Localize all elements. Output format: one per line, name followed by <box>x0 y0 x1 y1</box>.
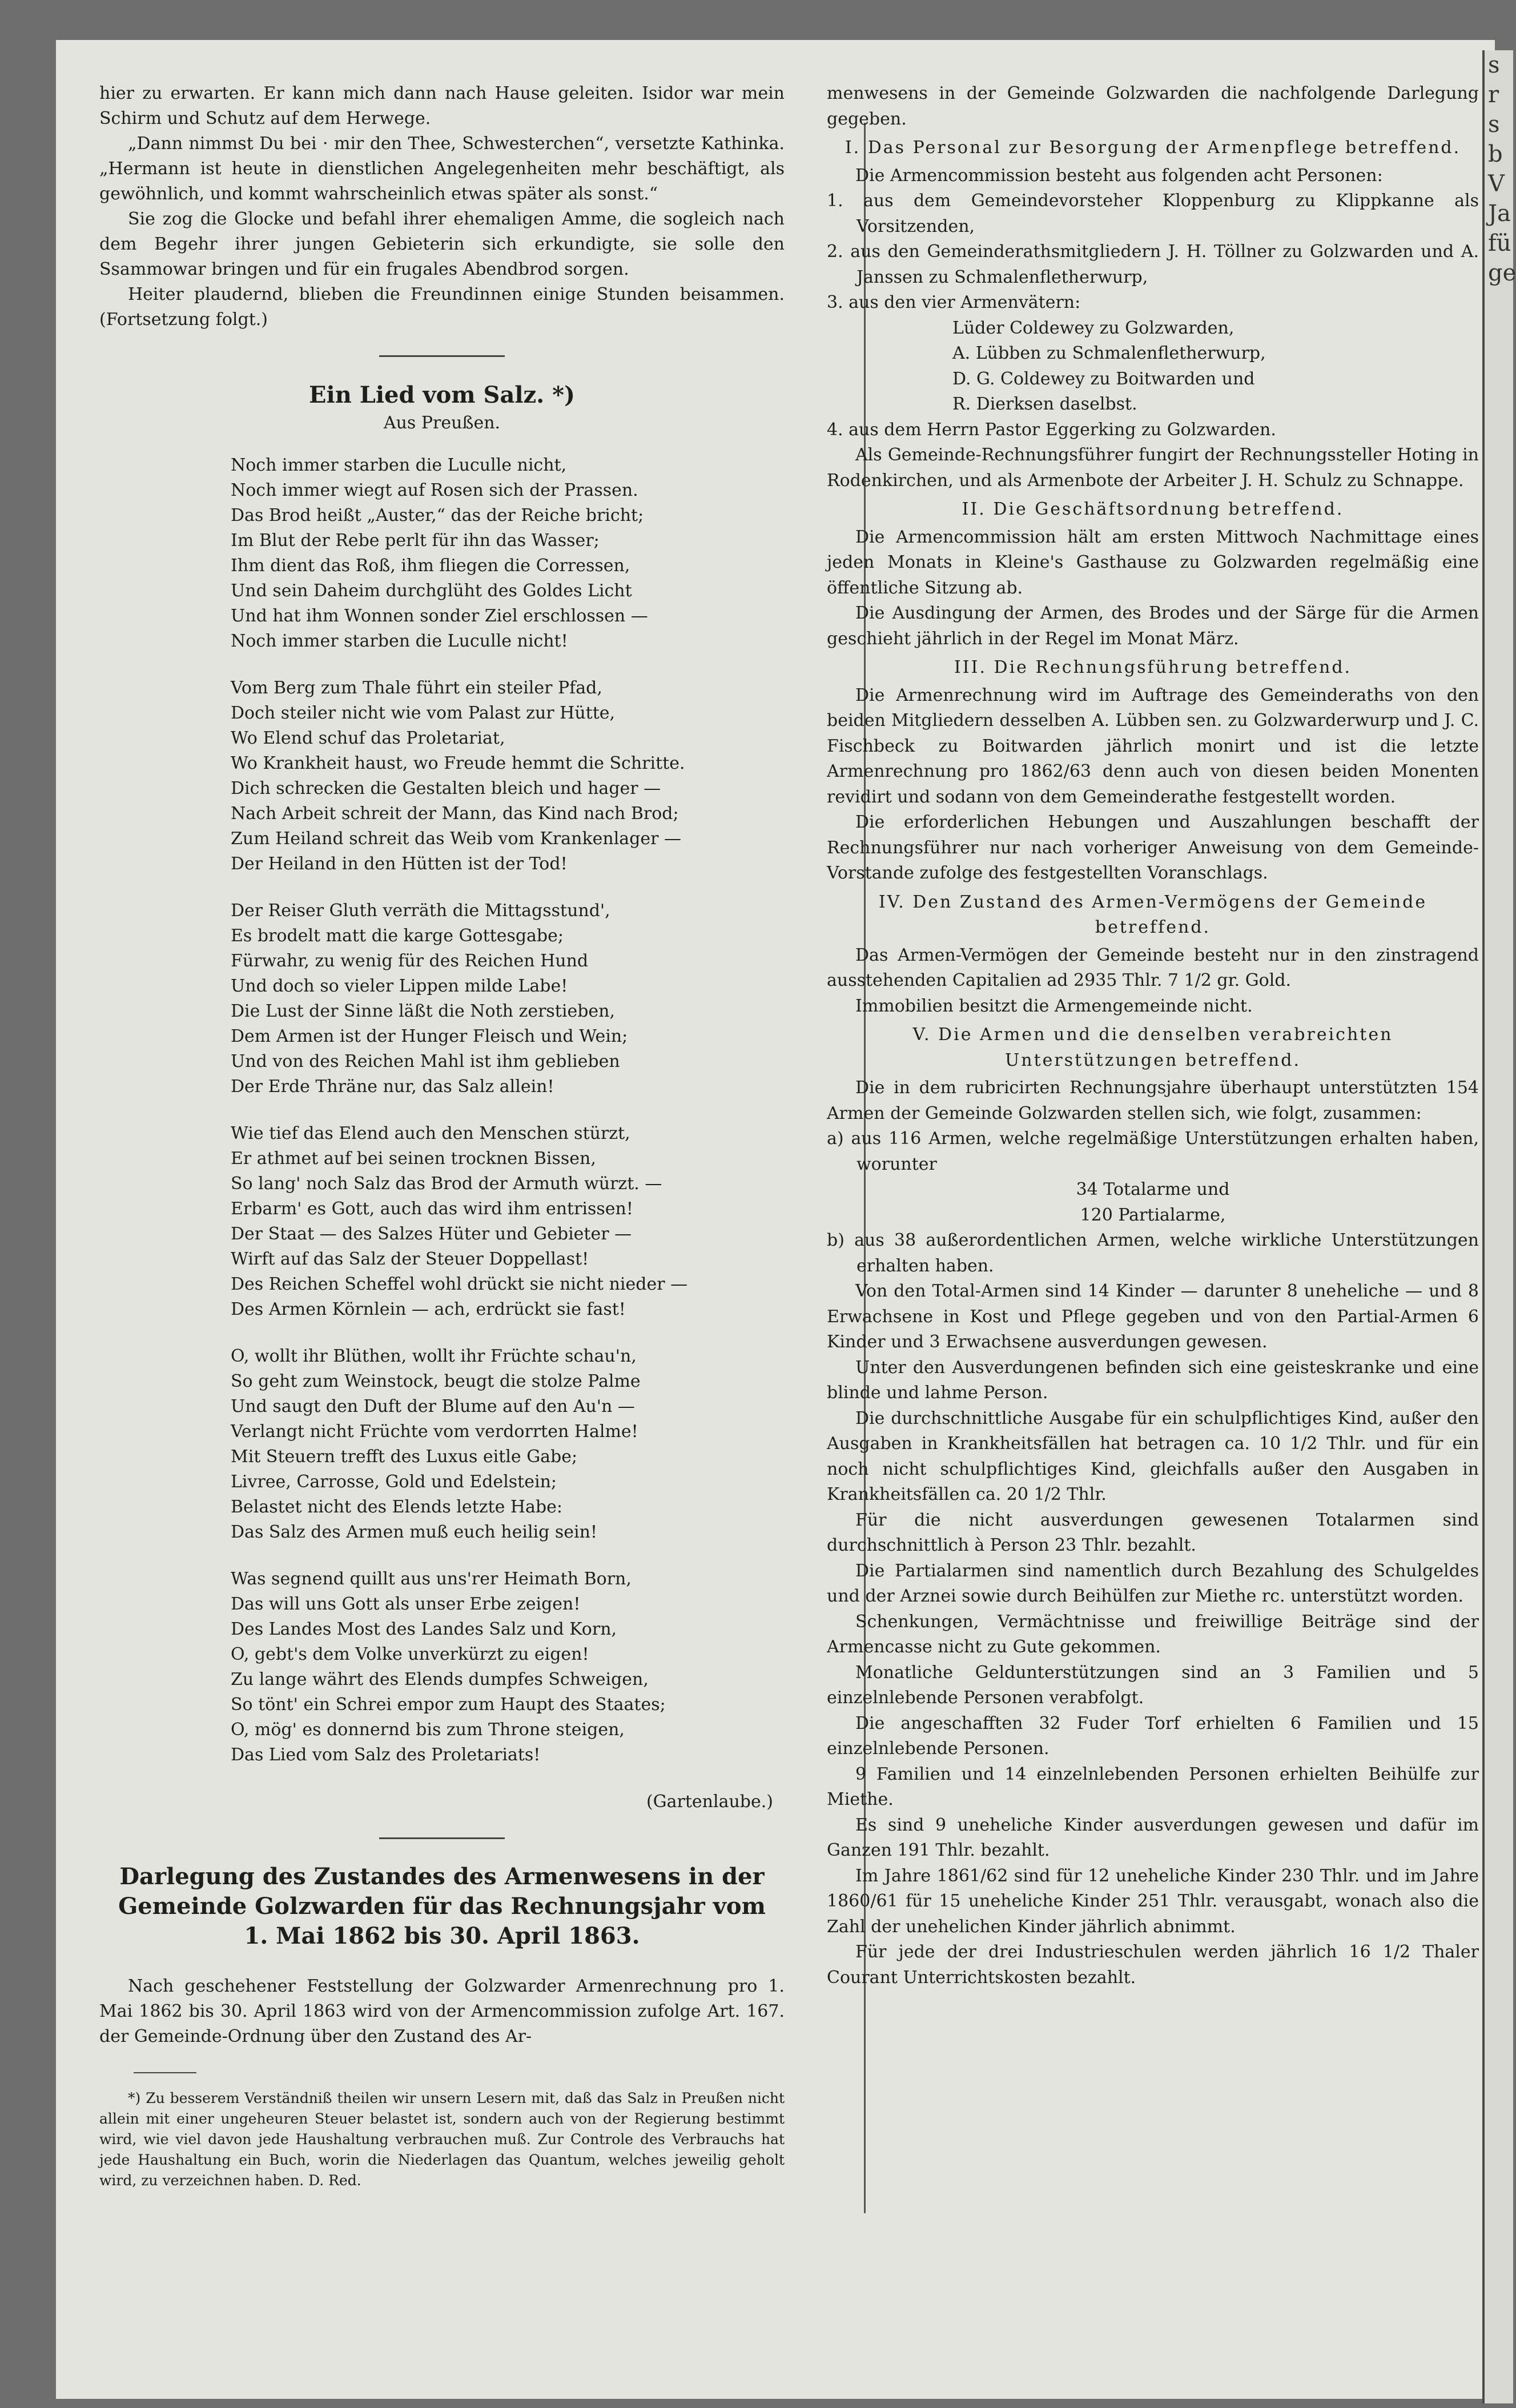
poem-line: Er athmet auf bei seinen trocknen Bissen, <box>231 1149 596 1169</box>
section-2-text: Die Armencommission hält am ersten Mittwoch Nachmittage eines jeden Monats in Kleine's Gasthause zu Golzwarden regelmäßig eine öffentliche Sitzung ab. <box>827 527 1479 598</box>
poem-line: O, gebt's dem Volke unverkürzt zu eigen! <box>231 1644 589 1664</box>
poem-source: (Gartenlaube.) <box>646 1792 773 1812</box>
report-title <box>99 1862 785 1951</box>
poem-line: Dem Armen ist der Hunger Fleisch und Wein; <box>231 1026 628 1046</box>
separator-rule-2 <box>379 1837 505 1839</box>
poem-line: Des Reichen Scheffel wohl drückt sie nicht nieder — <box>231 1274 688 1294</box>
section-5-item-b: b) aus 38 außerordentlichen Armen, welche wirkliche Unterstützungen erhalten haben. <box>827 1230 1479 1276</box>
section-3-title: III. Die Rechnungsführung betreffend. <box>954 657 1352 677</box>
poem-line: Und sein Daheim durchglüht des Goldes Licht <box>231 581 632 601</box>
poem-line: So tönt' ein Schrei empor zum Haupt des Staates; <box>231 1695 666 1715</box>
footnote: *) Zu besserem Verständniß theilen wir unsern Lesern mit, daß das Salz in Preußen nicht allein mit einer ungeheuren Steuer belastet ist, sondern auch von der Regierung bestimmt wird, wie viel davon jede Haushaltung verbrauchen muß. Zur Controle des Verbrauchs hat jede Haushaltung ein Buch, worin die Niederlagen das Quantum, welches jeweilig geholt wird, zu verzeichnen haben. D. Red. <box>99 2090 785 2189</box>
poem-line: Des Armen Körnlein — ach, erdrückt sie fast! <box>231 1299 626 1319</box>
section-5-item-a: a) aus 116 Armen, welche regelmäßige Unterstützungen erhalten haben, worunter <box>827 1129 1479 1174</box>
section-5-text: Für die nicht ausverdungen gewesenen Totalarmen sind durchschnittlich à Person 23 Thlr. bezahlt. <box>827 1510 1479 1555</box>
poem-line: Zu lange währt des Elends dumpfes Schweigen, <box>231 1669 649 1689</box>
poem-line: Wie tief das Elend auch den Menschen stürzt, <box>231 1123 630 1143</box>
left-column <box>99 81 785 2191</box>
edge-fragment: V <box>1488 171 1505 197</box>
edge-fragment: r <box>1488 82 1499 108</box>
section-2-text: Die Ausdingung der Armen, des Brodes und der Särge für die Armen geschieht jährlich in der Regel im Monat März. <box>827 603 1479 649</box>
section-5-text: Im Jahre 1861/62 sind für 12 uneheliche Kinder 230 Thlr. und im Jahre 1860/61 für 15 uneheliche Kinder 251 Thlr. verausgabt, wonach also die Zahl der unehelichen Kinder jährlich abnimmt. <box>827 1865 1479 1937</box>
report-title-line: 1. Mai 1862 bis 30. April 1863. <box>244 1923 640 1949</box>
edge-fragment: b <box>1488 141 1503 167</box>
poem-line: Noch immer wiegt auf Rosen sich der Prassen. <box>231 480 638 500</box>
story-text-4: Heiter plaudernd, blieben die Freundinnen einige Stunden beisammen. (Fortsetzung folgt.) <box>99 284 785 330</box>
report-intro: Nach geschehener Feststellung der Golzwarder Armenrechnung pro 1. Mai 1862 bis 30. April 1863 wird von der Armencommission zufolge Art. 167. der Gemeinde-Ordnung über den Zustand des Ar- <box>99 1976 785 2046</box>
poem-line: Das will uns Gott als unser Erbe zeigen! <box>231 1594 581 1614</box>
poem-line: Belastet nicht des Elends letzte Habe: <box>231 1497 562 1517</box>
poem-stanza <box>231 1344 785 1545</box>
section-5-text: 9 Familien und 14 einzelnlebenden Personen erhielten Beihülfe zur Miethe. <box>827 1764 1479 1809</box>
edge-fragment: s <box>1488 52 1500 78</box>
section-5-text: Die Partialarmen sind namentlich durch Bezahlung des Schulgeldes und der Arznei sowie durch Beihülfen zur Miethe rc. unterstützt worden. <box>827 1560 1479 1606</box>
poem-stanza <box>231 1567 785 1768</box>
section-1-title: I. Das Personal zur Besorgung der Armenpflege betreffend. <box>845 138 1461 158</box>
poem-line: Verlangt nicht Früchte vom verdorrten Halme! <box>231 1422 638 1442</box>
poem-line: Der Heiland in den Hütten ist der Tod! <box>231 854 568 874</box>
poem-line: Das Salz des Armen muß euch heilig sein! <box>231 1522 597 1542</box>
poem-line: Zum Heiland schreit das Weib vom Krankenlager — <box>231 829 682 849</box>
report-title-line: Gemeinde Golzwarden für das Rechnungsjahr vom <box>118 1893 766 1920</box>
section-5-partial-poor: 120 Partialarme, <box>1080 1205 1226 1225</box>
poem-line: Wo Krankheit haust, wo Freude hemmt die Schritte. <box>231 753 685 773</box>
section-5-text: Die durchschnittliche Ausgabe für ein schulpflichtiges Kind, außer den Ausgaben in Krankheitsfällen hat betragen ca. 10 1/2 Thlr. und für ein noch nicht schulpflichtiges Kind, gleichfalls außer den Ausgaben in Krankheitsfällen ca. 20 1/2 Thlr. <box>827 1408 1479 1504</box>
poem-line: Das Brod heißt „Auster,“ das der Reiche bricht; <box>231 505 644 525</box>
poem-line: Das Lied vom Salz des Proletariats! <box>231 1745 541 1765</box>
section-1-item: 3. aus den vier Armenvätern: <box>827 292 1081 312</box>
section-5-text: Für jede der drei Industrieschulen werden jährlich 16 1/2 Thaler Courant Unterrichtskosten bezahlt. <box>827 1942 1479 1988</box>
poem-line: Erbarm' es Gott, auch das wird ihm entrissen! <box>231 1199 633 1219</box>
poem-line: Und saugt den Duft der Blume auf den Au'n — <box>231 1396 635 1416</box>
poem-line: Wirft auf das Salz der Steuer Doppellast! <box>231 1249 589 1269</box>
section-5-text: Unter den Ausverdungenen befinden sich eine geisteskranke und eine blinde und lahme Person. <box>827 1357 1479 1403</box>
story-text-1: hier zu erwarten. Er kann mich dann nach Hause geleiten. Isidor war mein Schirm und Schutz auf dem Herwege. <box>99 83 785 129</box>
poem-line: Ihm dient das Roß, ihm fliegen die Corressen, <box>231 556 630 576</box>
section-5-body <box>827 1279 1479 1990</box>
section-2-title: II. Die Geschäftsordnung betreffend. <box>962 499 1344 519</box>
section-1-item: 2. aus den Gemeinderathsmitgliedern J. H. Töllner zu Golzwarden und A. Janssen zu Schmalenfletherwurp, <box>827 242 1479 287</box>
section-5-text: Von den Total-Armen sind 14 Kinder — darunter 8 uneheliche — und 8 Erwachsene in Kost und Pflege gegeben und von den Partial-Armen 6 Kinder und 3 Erwachsene ausverdungen gewesen. <box>827 1281 1479 1352</box>
edge-fragment: fü <box>1488 230 1511 256</box>
poem-title: Ein Lied vom Salz. *) <box>309 382 575 408</box>
section-5-intro: Die in dem rubricirten Rechnungsjahre überhaupt unterstützten 154 Armen der Gemeinde Golzwarden stellen sich, wie folgt, zusammen: <box>827 1078 1479 1123</box>
poem-line: Nach Arbeit schreit der Mann, das Kind nach Brod; <box>231 804 679 824</box>
poem-line: Die Lust der Sinne läßt die Noth zerstieben, <box>231 1001 616 1021</box>
story-text-3: Sie zog die Glocke und befahl ihrer ehemaligen Amme, die sogleich nach dem Begehr ihrer jungen Gebieterin sich erkundigte, sie solle den Ssammowar bringen und für ein frugales Abendbrod sorgen. <box>99 209 785 279</box>
section-3-text: Die Armenrechnung wird im Auftrage des Gemeinderaths von den beiden Mitgliedern desselben A. Lübben sen. zu Golzwarderwurp und J. C. Fischbeck zu Boitwarden jährlich monirt und ist die letzte Armenrechnung pro 1862/63 denn auch von diesen beiden Monenten revidirt und sodann von dem Gemeinderathe festgestellt worden. <box>827 685 1479 807</box>
poem-line: Dich schrecken die Gestalten bleich und hager — <box>231 778 661 798</box>
poem-line: Livree, Carrosse, Gold und Edelstein; <box>231 1472 557 1492</box>
poem-body <box>99 453 785 1768</box>
section-4-text: Das Armen-Vermögen der Gemeinde besteht nur in den zinstragend ausstehenden Capitalien ad 2935 Thlr. 7 1/2 gr. Gold. <box>827 945 1479 990</box>
poem-line: Der Reiser Gluth verräth die Mittagsstund', <box>231 901 610 921</box>
next-page-edge <box>1482 50 1516 2403</box>
poem-line: Und hat ihm Wonnen sonder Ziel erschlossen — <box>231 606 648 626</box>
poem-line: Im Blut der Rebe perlt für ihn das Wasser; <box>231 531 600 551</box>
separator-rule <box>379 355 505 357</box>
poem-subtitle: Aus Preußen. <box>383 413 501 433</box>
poem-line: Noch immer starben die Lucullе nicht, <box>231 455 567 475</box>
section-1-item: 1. aus dem Gemeindevorsteher Kloppenburg zu Klippkanne als Vorsitzenden, <box>827 191 1479 236</box>
section-5-total-poor: 34 Totalarme und <box>1076 1179 1230 1199</box>
edge-fragment: ge <box>1488 260 1516 286</box>
report-continuation: menwesens in der Gemeinde Golzwarden die nachfolgende Darlegung gegeben. <box>827 83 1479 129</box>
footnote-rule <box>134 2072 196 2073</box>
poem-stanza <box>231 1121 785 1322</box>
poem-stanza <box>231 453 785 654</box>
section-5-text: Es sind 9 uneheliche Kinder ausverdungen gewesen und dafür im Ganzen 191 Thlr. bezahlt. <box>827 1815 1479 1860</box>
poem-stanza <box>231 898 785 1099</box>
poem-line: Doch steiler nicht wie vom Palast zur Hütte, <box>231 703 616 723</box>
section-5-text: Die angeschafften 32 Fuder Torf erhielten 6 Familien und 15 einzelnlebende Personen. <box>827 1713 1479 1759</box>
story-text-2: „Dann nimmst Du bei · mir den Thee, Schwesterchen“, versetzte Kathinka. „Hermann ist heute in dienstlichen Angelegenheiten mehr beschäftigt, als gewöhnlich, und kommt wahrscheinlich etwas später als sonst.“ <box>99 134 785 204</box>
edge-fragment: Ja <box>1488 200 1511 227</box>
poem-line: Noch immer starben die Lucullе nicht! <box>231 631 568 651</box>
poem-line: Mit Steuern trefft des Luxus eitle Gabe; <box>231 1447 578 1467</box>
poem-line: Und von des Reichen Mahl ist ihm geblieben <box>231 1052 620 1071</box>
poem-line: O, mög' es donnernd bis zum Throne steigen, <box>231 1720 625 1740</box>
section-5-title: V. Die Armen und die denselben verabreichten Unterstützungen betreffend. <box>912 1025 1393 1070</box>
poor-father-name: R. Dierksen daselbst. <box>952 394 1137 414</box>
section-5-text: Monatliche Geldunterstützungen sind an 3 Familien und 5 einzelnlebende Personen verabfolgt. <box>827 1662 1479 1708</box>
section-4-title: IV. Den Zustand des Armen-Vermögens der Gemeinde betreffend. <box>878 892 1427 937</box>
right-column <box>827 81 1479 1990</box>
poor-father-name: Lüder Coldewey zu Golzwarden, <box>952 318 1234 338</box>
poor-father-name: A. Lübben zu Schmalenfletherwurp, <box>952 343 1266 363</box>
poem-line: So geht zum Weinstock, beugt die stolze Palme <box>231 1371 641 1391</box>
poem-line: Fürwahr, zu wenig für des Reichen Hund <box>231 951 589 971</box>
section-5-text: Schenkungen, Vermächtnisse und freiwillige Beiträge sind der Armencasse nicht zu Gute gekommen. <box>827 1611 1479 1657</box>
edge-fragment: s <box>1488 111 1500 138</box>
poem-line: Wo Elend schuf das Proletariat, <box>231 728 505 748</box>
poem-line: Vom Berg zum Thale führt ein steiler Pfad, <box>231 678 602 698</box>
section-1-note: Als Gemeinde-Rechnungsführer fungirt der Rechnungssteller Hoting in Rodenkirchen, und als Armenbote der Arbeiter J. H. Schulz zu Schnappe. <box>827 445 1479 491</box>
poem-line: Was segnend quillt aus uns'rer Heimath Born, <box>231 1569 632 1589</box>
poem-line: Der Erde Thräne nur, das Salz allein! <box>231 1077 554 1097</box>
poem-line: Des Landes Most des Landes Salz und Korn, <box>231 1619 617 1639</box>
poem-line: So lang' noch Salz das Brod der Armuth würzt. — <box>231 1174 662 1194</box>
poem-line: O, wollt ihr Blüthen, wollt ihr Früchte schau'n, <box>231 1346 637 1366</box>
section-3-text: Die erforderlichen Hebungen und Auszahlungen beschafft der Rechnungsführer nur nach vorheriger Anweisung von dem Gemeinde-Vorstande zufolge des festgestellten Voranschlags. <box>827 812 1479 883</box>
poor-fathers-list <box>952 316 1479 418</box>
section-1-intro: Die Armencommission besteht aus folgenden acht Personen: <box>855 165 1383 186</box>
poem-line: Es brodelt matt die karge Gottesgabe; <box>231 926 564 946</box>
poor-father-name: D. G. Coldewey zu Boitwarden und <box>952 368 1255 389</box>
poem-stanza <box>231 676 785 877</box>
section-4-text: Immobilien besitzt die Armengemeinde nicht. <box>855 996 1253 1016</box>
poem-line: Der Staat — des Salzes Hüter und Gebieter — <box>231 1224 632 1244</box>
poem-line: Und doch so vieler Lippen milde Labe! <box>231 976 568 996</box>
report-title-line: Darlegung des Zustandes des Armenwesens in der <box>119 1863 765 1890</box>
section-1-item: 4. aus dem Herrn Pastor Eggerking zu Golzwarden. <box>827 419 1276 440</box>
